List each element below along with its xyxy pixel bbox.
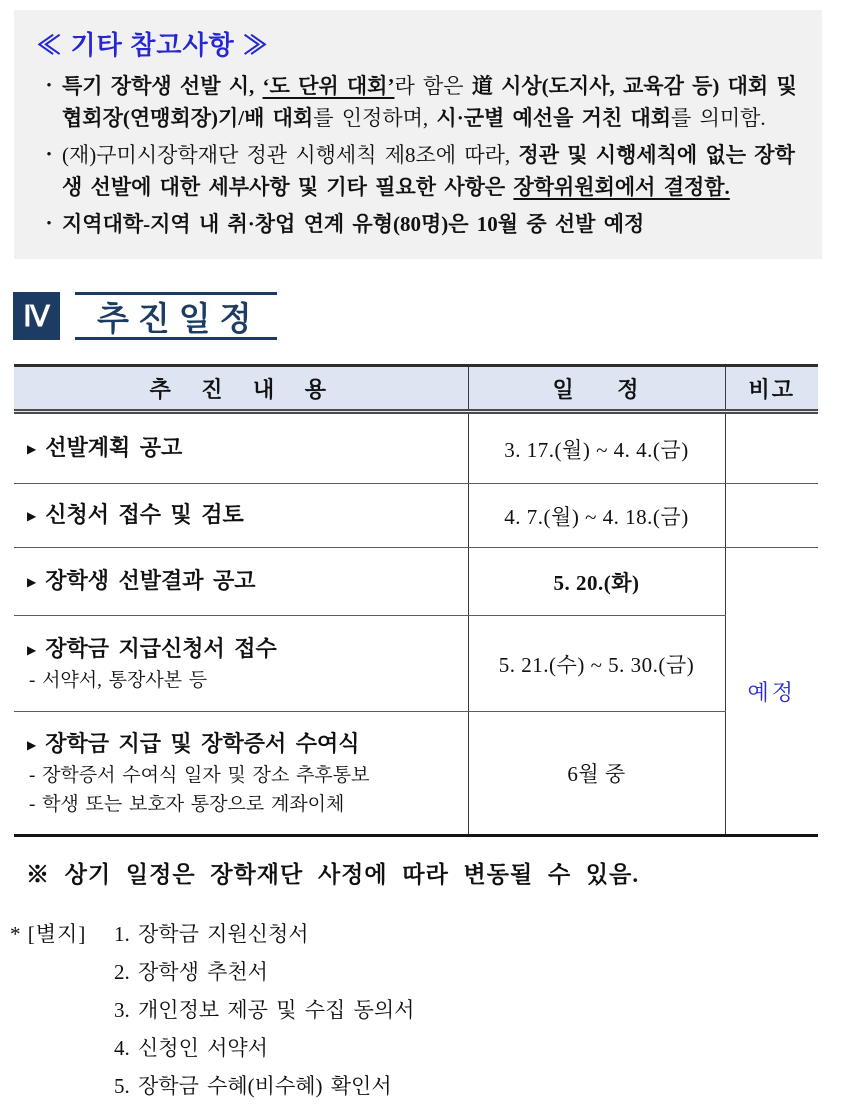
notes-bullet-1 (36, 70, 808, 134)
text-segment: (재)구미시장학재단 정관 시행세칙 제8조에 따라, (62, 143, 519, 167)
attachment-item: 5. 장학금 수혜(비수혜) 확인서 (114, 1074, 392, 1098)
attachment-item: 4. 신청인 서약서 (114, 1036, 268, 1060)
notes-bullet-3-text (62, 208, 644, 240)
row-title-text: 선발계획 공고 (45, 435, 183, 460)
row-title (27, 566, 467, 597)
row-title (27, 729, 467, 760)
text-segment: 를 의미함. (671, 106, 766, 130)
document-page (0, 10, 847, 1098)
attachments-label: * [별지] (10, 922, 87, 946)
notes-bullet-2 (36, 139, 808, 203)
row-schedule-cell: 4. 7.(월) ~ 4. 18.(금) (468, 484, 725, 548)
remark-merged-cell: 예정 (725, 548, 818, 836)
triangle-bullet-icon: ▶ (27, 737, 37, 752)
row-content-cell (14, 548, 468, 616)
section-header (13, 292, 847, 340)
bullet-icon: • (46, 216, 52, 232)
row-title (27, 433, 467, 464)
row-schedule-cell: 3. 17.(월) ~ 4. 4.(금) (468, 412, 725, 484)
text-segment: 라 함은 (394, 74, 472, 98)
text-segment: 道 시상(도지사, 교육감 등) 대회 및 협회장(연맹회장)기/배 대회 (62, 74, 797, 130)
attachment-item: 1. 장학금 지원신청서 (114, 922, 309, 946)
row-title-text: 신청서 접수 및 검토 (45, 502, 244, 527)
row-remark-cell (725, 484, 818, 548)
row-remark-cell (725, 412, 818, 484)
notes-box (14, 10, 822, 259)
row-title (27, 500, 467, 531)
row-schedule-cell: 5. 20.(화) (468, 548, 725, 616)
triangle-bullet-icon: ▶ (27, 575, 37, 589)
row-schedule-cell: 6월 중 (468, 712, 725, 836)
triangle-bullet-icon: ▶ (27, 642, 37, 657)
bullet-icon: • (46, 78, 52, 94)
text-segment: 특기 장학생 선발 시, (62, 74, 263, 98)
triangle-bullet-icon: ▶ (27, 442, 37, 456)
table-row (14, 412, 818, 484)
table-row (14, 616, 818, 712)
schedule-change-note: ※ 상기 일정은 장학재단 사정에 따라 변동될 수 있음. (26, 862, 640, 887)
row-title-text: 장학금 지급신청서 접수 (45, 635, 277, 661)
table-row (14, 548, 818, 616)
text-segment-underlined: 장학위원회에서 결정함. (513, 175, 730, 199)
column-header-content: 추 진 내 용 (14, 366, 468, 412)
row-title-text: 장학생 선발결과 공고 (45, 568, 256, 593)
text-segment: 지역대학-지역 내 취·창업 연계 유형(80명)은 10월 중 선발 예정 (62, 212, 645, 236)
row-subitem: - 장학증서 수여식 일자 및 장소 추후통보 (29, 764, 370, 786)
row-content-cell (14, 412, 468, 484)
notes-bullet-1-text (62, 70, 808, 134)
attachment-item: 3. 개인정보 제공 및 수집 동의서 (114, 998, 415, 1022)
notes-box-title: ≪ 기타 참고사항 ≫ (36, 31, 270, 60)
attachments-list (10, 915, 847, 1105)
section-title: 추진일정 (75, 292, 277, 340)
column-header-remark: 비고 (725, 366, 818, 412)
attachments-items (114, 915, 414, 1105)
text-segment-underlined: ‘도 단위 대회’ (262, 74, 395, 98)
table-row (14, 712, 818, 836)
row-title (27, 634, 467, 665)
notes-bullet-2-text (62, 139, 808, 203)
schedule-table (14, 364, 818, 837)
bullet-icon: • (46, 147, 52, 163)
attachment-item: 2. 장학생 추천서 (114, 960, 268, 984)
row-content-cell (14, 484, 468, 548)
column-header-schedule: 일 정 (468, 366, 725, 412)
triangle-bullet-icon: ▶ (27, 509, 37, 523)
row-title-text: 장학금 지급 및 장학증서 수여식 (45, 730, 360, 756)
row-content-cell (14, 616, 468, 712)
row-content-cell (14, 712, 468, 836)
table-header-row (14, 366, 818, 412)
text-segment: 시·군별 예선을 거친 대회 (436, 106, 672, 130)
table-row (14, 484, 818, 548)
row-schedule-cell: 5. 21.(수) ~ 5. 30.(금) (468, 616, 725, 712)
text-segment: 를 인정하며, (313, 106, 437, 130)
text-segment: 정관 및 시행세칙에 없는 장학생 선발에 대한 세부사항 및 기타 필요한 사항은 (62, 143, 795, 199)
row-subitem: - 서약서, 통장사본 등 (29, 669, 208, 691)
row-subitem: - 학생 또는 보호자 통장으로 계좌이체 (29, 793, 345, 815)
section-numeral-badge: Ⅳ (13, 292, 60, 340)
notes-bullet-3 (36, 208, 808, 240)
